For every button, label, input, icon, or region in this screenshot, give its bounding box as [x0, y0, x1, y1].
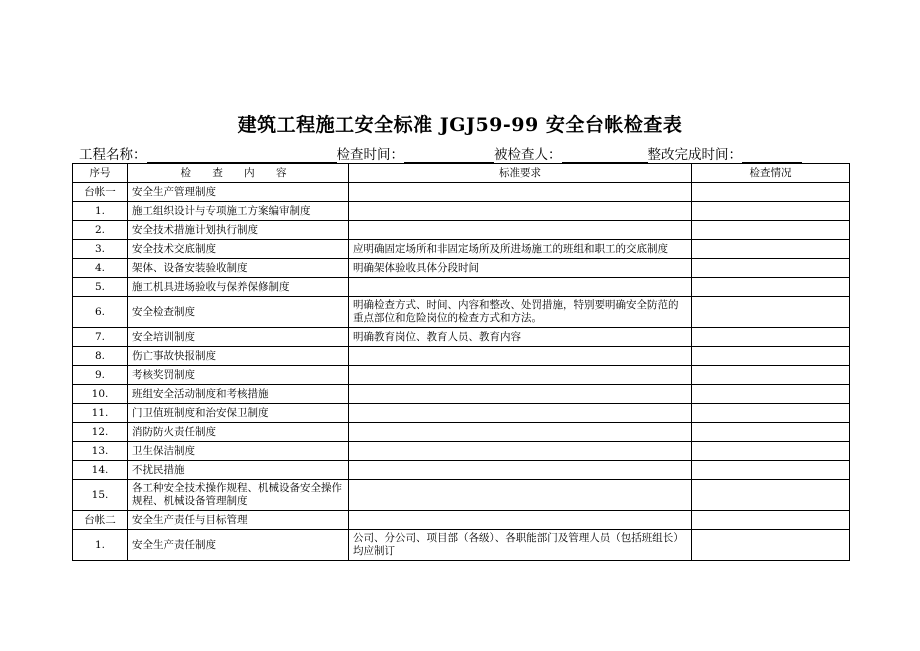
row-standard: 明确检查方式、时间、内容和整改、处罚措施，特别要明确安全防范的重点部位和危险岗位的检查方式和方法。 [349, 297, 692, 328]
table-row [73, 385, 850, 404]
row-no: 台帐二 [73, 511, 128, 530]
row-no: 14. [73, 461, 128, 480]
row-status[interactable] [692, 297, 850, 328]
row-content: 各工种安全技术操作规程、机械设备安全操作规程、机械设备管理制度 [128, 480, 349, 511]
row-content: 安全检查制度 [128, 297, 349, 328]
row-no: 1. [73, 530, 128, 561]
row-no: 台帐一 [73, 183, 128, 202]
row-no: 1. [73, 202, 128, 221]
row-no: 7. [73, 328, 128, 347]
row-content: 安全技术交底制度 [128, 240, 349, 259]
row-status[interactable] [692, 347, 850, 366]
row-status[interactable] [692, 366, 850, 385]
row-no: 5. [73, 278, 128, 297]
row-status[interactable] [692, 221, 850, 240]
row-standard [349, 366, 692, 385]
rectify-time-blank[interactable] [742, 147, 802, 163]
row-standard [349, 347, 692, 366]
row-status[interactable] [692, 202, 850, 221]
row-content: 考核奖罚制度 [128, 366, 349, 385]
row-standard [349, 221, 692, 240]
table-row [73, 278, 850, 297]
row-content: 安全技术措施计划执行制度 [128, 221, 349, 240]
table-row [73, 259, 850, 278]
header-status: 检查情况 [692, 164, 850, 183]
table-row [73, 511, 850, 530]
row-status[interactable] [692, 183, 850, 202]
row-content: 架体、设备安装验收制度 [128, 259, 349, 278]
table-header-row [73, 164, 850, 183]
row-standard [349, 511, 692, 530]
row-standard [349, 423, 692, 442]
table-row [73, 442, 850, 461]
row-status[interactable] [692, 480, 850, 511]
table-row [73, 221, 850, 240]
row-standard [349, 183, 692, 202]
row-no: 13. [73, 442, 128, 461]
row-no: 11. [73, 404, 128, 423]
document-title: 建筑工程施工安全标准 JGJ59-99 安全台帐检查表 [237, 114, 683, 136]
inspected-person-label: 被检查人： [494, 147, 562, 163]
row-standard: 明确教育岗位、教育人员、教育内容 [349, 328, 692, 347]
row-no: 6. [73, 297, 128, 328]
row-standard [349, 404, 692, 423]
row-content: 施工组织设计与专项施工方案编审制度 [128, 202, 349, 221]
row-no: 2. [73, 221, 128, 240]
row-content: 伤亡事故快报制度 [128, 347, 349, 366]
row-no: 15. [73, 480, 128, 511]
table-row [73, 366, 850, 385]
row-standard: 明确架体验收具体分段时间 [349, 259, 692, 278]
header-no: 序号 [73, 164, 128, 183]
table-row [73, 404, 850, 423]
row-standard: 应明确固定场所和非固定场所及所进场施工的班组和职工的交底制度 [349, 240, 692, 259]
table-row [73, 347, 850, 366]
row-status[interactable] [692, 385, 850, 404]
table-row [73, 328, 850, 347]
row-content: 卫生保洁制度 [128, 442, 349, 461]
row-no: 10. [73, 385, 128, 404]
row-standard [349, 385, 692, 404]
row-content: 安全生产管理制度 [128, 183, 349, 202]
row-content: 安全生产责任制度 [128, 530, 349, 561]
table-row [73, 530, 850, 561]
checklist-table [72, 163, 850, 561]
check-time-label: 检查时间： [336, 147, 404, 163]
table-row [73, 423, 850, 442]
table-row [73, 480, 850, 511]
row-status[interactable] [692, 442, 850, 461]
row-content: 安全培训制度 [128, 328, 349, 347]
header-standard: 标准要求 [349, 164, 692, 183]
row-status[interactable] [692, 328, 850, 347]
row-content: 不扰民措施 [128, 461, 349, 480]
rectify-time-label: 整改完成时间： [647, 147, 742, 163]
row-content: 消防防火责任制度 [128, 423, 349, 442]
row-content: 施工机具进场验收与保养保修制度 [128, 278, 349, 297]
table-row [73, 202, 850, 221]
check-time-blank[interactable] [404, 147, 494, 163]
row-standard: 公司、分公司、项目部（各级）、各职能部门及管理人员（包括班组长）均应制订 [349, 530, 692, 561]
table-row [73, 183, 850, 202]
row-no: 9. [73, 366, 128, 385]
row-standard [349, 442, 692, 461]
row-standard [349, 278, 692, 297]
row-status[interactable] [692, 461, 850, 480]
row-standard [349, 461, 692, 480]
table-row [73, 240, 850, 259]
project-name-label: 工程名称： [79, 147, 147, 163]
row-no: 12. [73, 423, 128, 442]
row-status[interactable] [692, 423, 850, 442]
row-status[interactable] [692, 240, 850, 259]
row-status[interactable] [692, 530, 850, 561]
table-row [73, 297, 850, 328]
row-no: 4. [73, 259, 128, 278]
row-content: 班组安全活动制度和考核措施 [128, 385, 349, 404]
row-content: 安全生产责任与目标管理 [128, 511, 349, 530]
row-content: 门卫值班制度和治安保卫制度 [128, 404, 349, 423]
row-status[interactable] [692, 511, 850, 530]
row-standard [349, 202, 692, 221]
row-status[interactable] [692, 278, 850, 297]
row-status[interactable] [692, 259, 850, 278]
row-no: 3. [73, 240, 128, 259]
header-content: 检 查 内 容 [128, 164, 349, 183]
project-name-blank[interactable] [147, 147, 337, 163]
table-row [73, 461, 850, 480]
inspected-person-blank[interactable] [562, 147, 648, 163]
row-status[interactable] [692, 404, 850, 423]
row-standard [349, 480, 692, 511]
row-no: 8. [73, 347, 128, 366]
info-line [79, 143, 849, 163]
